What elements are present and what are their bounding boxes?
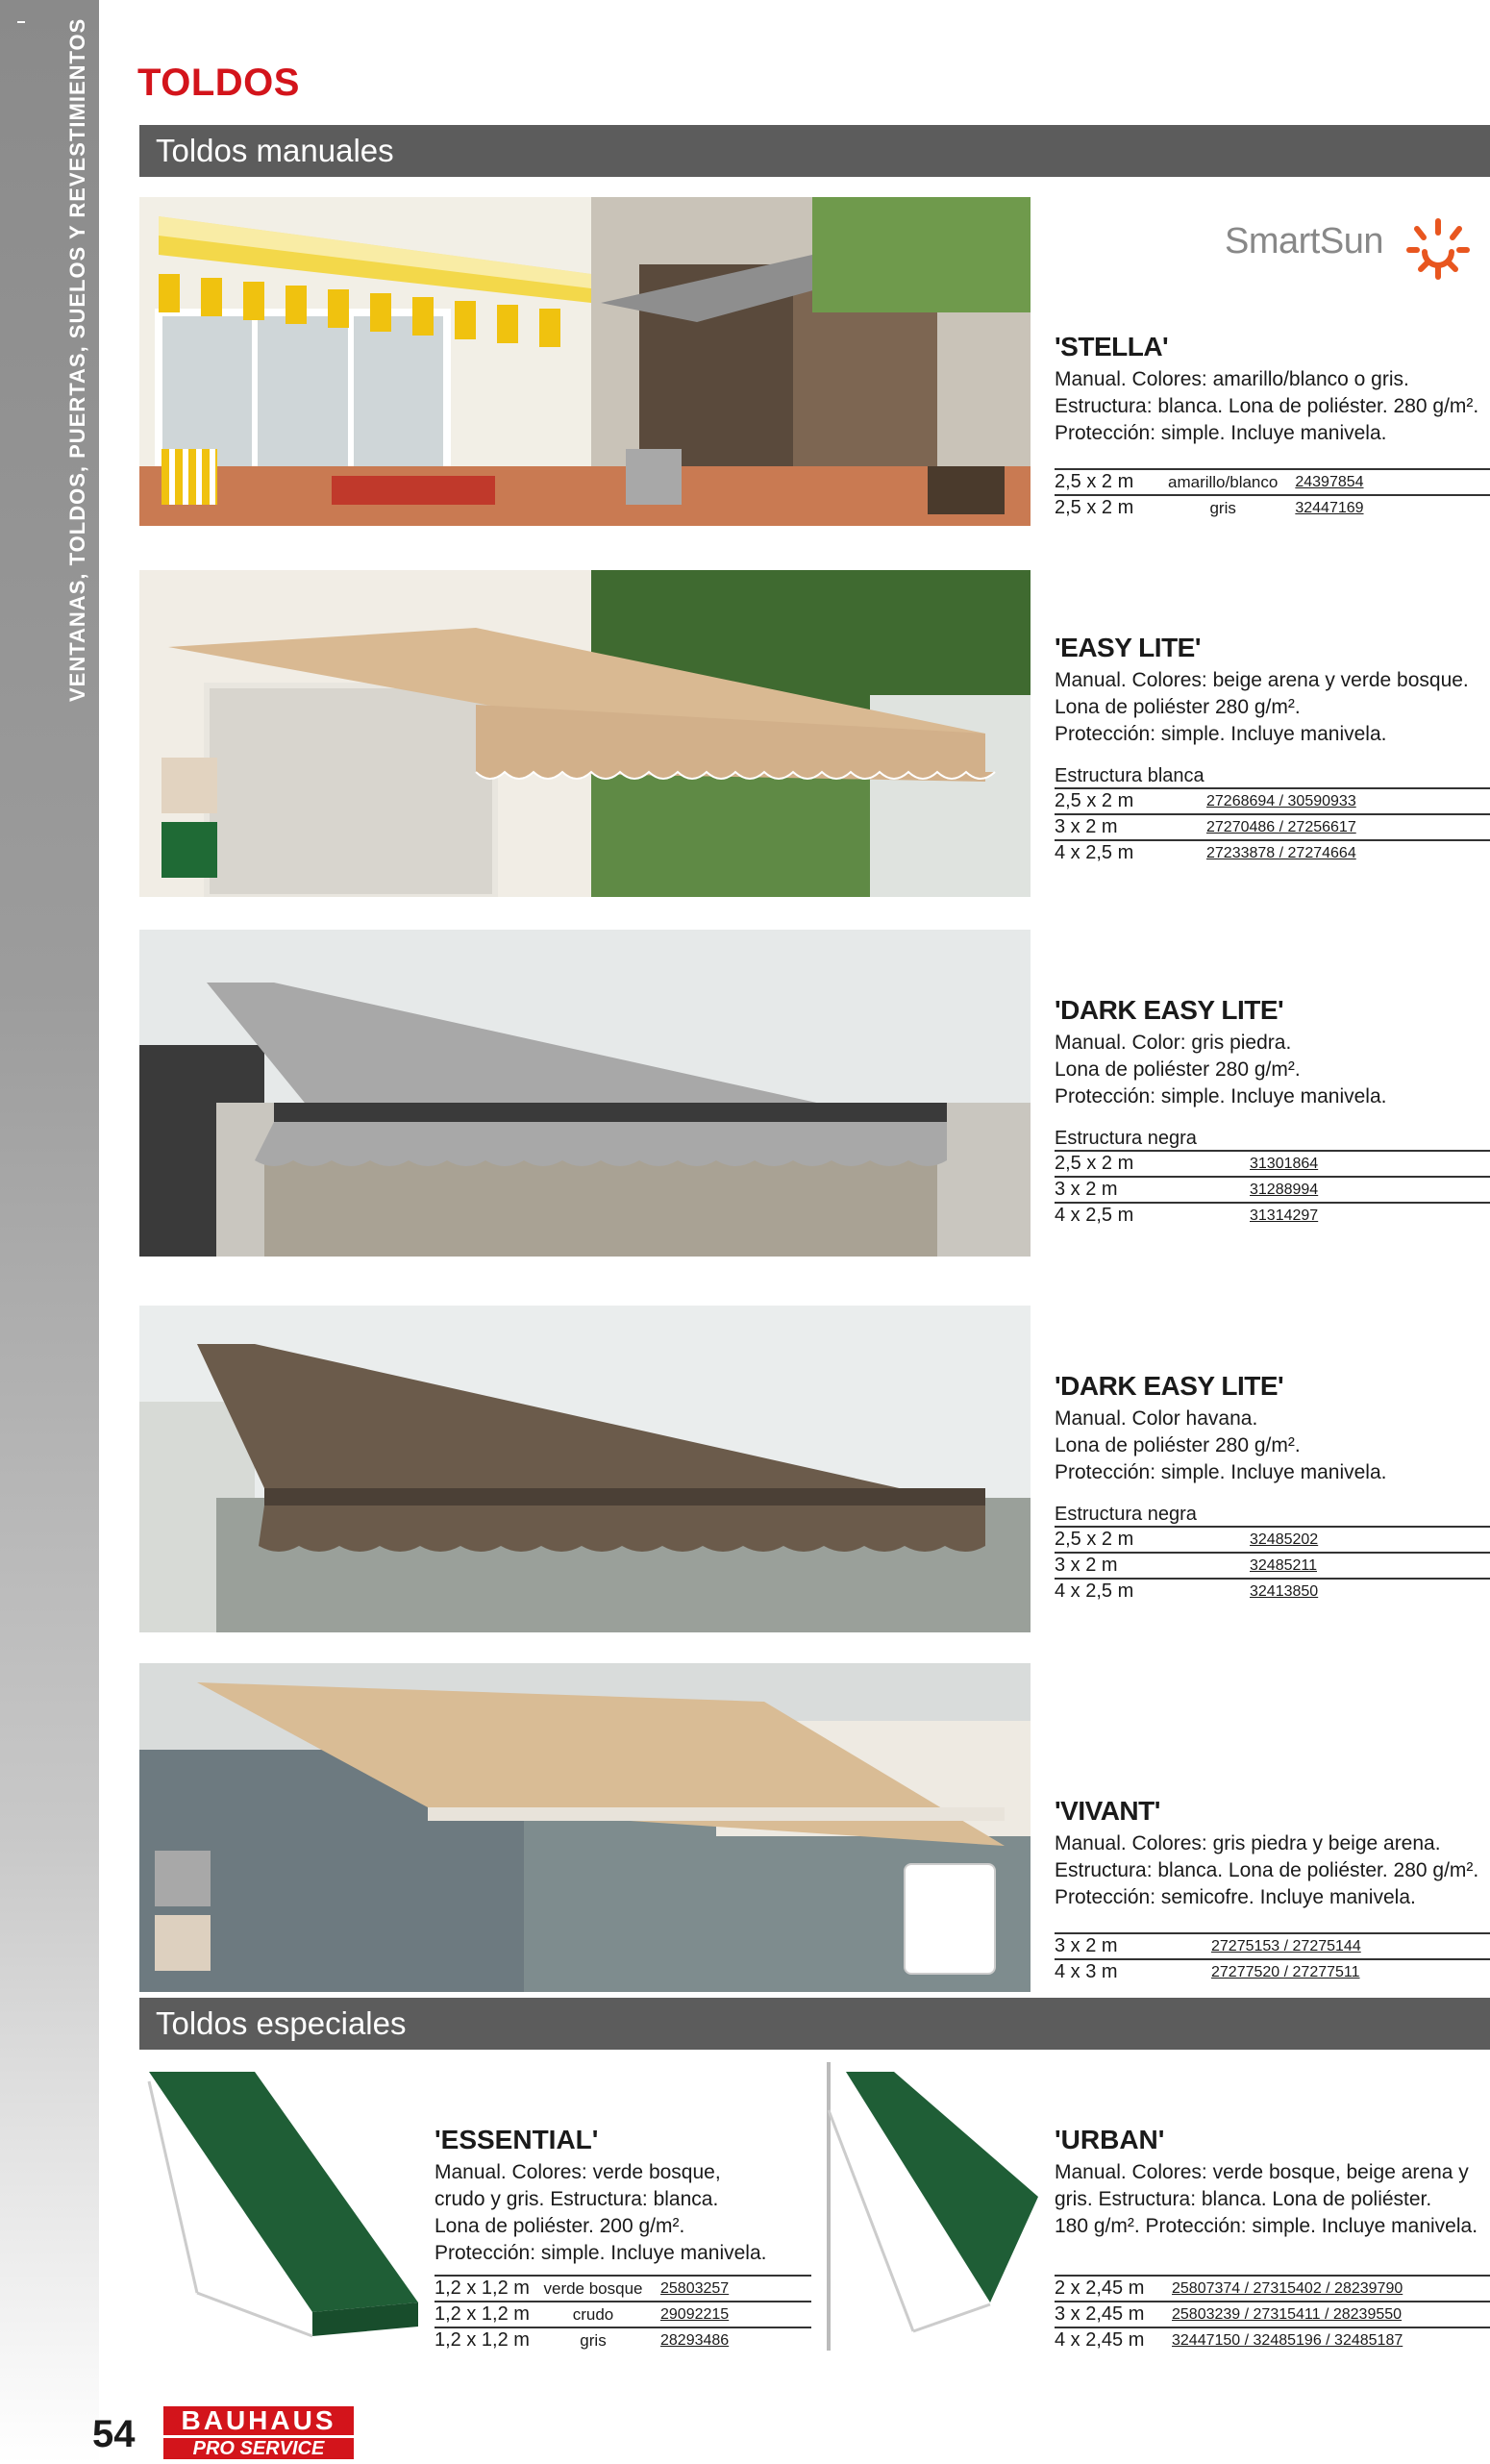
- size-cell: 4 x 2,5 m: [1055, 1579, 1168, 1604]
- article-code: 27277520 / 27277511: [1168, 1959, 1490, 1984]
- spec-row: [435, 2327, 811, 2352]
- logo-bottom-text: PRO SERVICE: [163, 2438, 354, 2459]
- product-dark-easy-lite-havana: [1055, 1371, 1490, 1604]
- size-cell: 3 x 2,45 m: [1055, 2302, 1168, 2327]
- spec-table: [1055, 1526, 1490, 1604]
- size-cell: 2,5 x 2 m: [1055, 1151, 1168, 1177]
- product-desc-line: Lona de poliéster 280 g/m².: [1055, 1058, 1301, 1081]
- product-desc-line: Estructura: blanca. Lona de poliéster. 280 g/m².: [1055, 1859, 1479, 1881]
- swatch-beige: [161, 758, 217, 813]
- product-stella: [1055, 332, 1490, 520]
- easy-lite-photo: [139, 570, 1031, 897]
- color-cell: gris: [535, 2327, 651, 2352]
- size-cell: 3 x 2 m: [1055, 814, 1168, 840]
- swatch-stone-grey: [155, 1851, 211, 1906]
- article-code: 25803257: [651, 2276, 811, 2302]
- structure-label: Estructura blanca: [1055, 765, 1204, 786]
- product-desc-line: Protección: simple. Incluye manivela.: [1055, 723, 1387, 745]
- essential-photo: [139, 2062, 428, 2370]
- spec-table: [1055, 468, 1490, 520]
- product-desc-line: Manual. Colores: verde bosque, beige arena y: [1055, 2161, 1469, 2183]
- product-name: 'EASY LITE': [1055, 633, 1201, 662]
- product-desc-line: Manual. Colores: gris piedra y beige arena.: [1055, 1832, 1441, 1854]
- product-desc-line: Protección: simple. Incluye manivela.: [1055, 1085, 1387, 1108]
- article-code: 29092215: [651, 2302, 811, 2327]
- product-name: 'DARK EASY LITE': [1055, 995, 1284, 1025]
- product-desc-line: Lona de poliéster. 200 g/m².: [435, 2215, 685, 2237]
- size-cell: 1,2 x 1,2 m: [435, 2302, 535, 2327]
- color-cell: verde bosque: [535, 2276, 651, 2302]
- page-title: TOLDOS: [137, 62, 300, 104]
- spec-table: [435, 2275, 811, 2352]
- color-cell: gris: [1168, 495, 1278, 520]
- spec-row: [1055, 1933, 1490, 1959]
- article-code: 27268694 / 30590933: [1168, 788, 1490, 814]
- product-desc-line: Manual. Color: gris piedra.: [1055, 1032, 1292, 1054]
- product-desc-line: Manual. Colores: amarillo/blanco o gris.: [1055, 368, 1409, 390]
- swatch-yellow-white: [161, 449, 217, 505]
- smartsun-logo-text: SmartSun: [1225, 221, 1383, 261]
- product-desc-line: Protección: semicofre. Incluye manivela.: [1055, 1886, 1416, 1908]
- article-code: 27270486 / 27256617: [1168, 814, 1490, 840]
- product-desc-line: Lona de poliéster 280 g/m².: [1055, 1434, 1301, 1456]
- product-desc-line: Protección: simple. Incluye manivela.: [435, 2242, 767, 2264]
- page-number: 54: [92, 2413, 136, 2455]
- semicofre-detail-inset: [904, 1863, 996, 1975]
- spec-row: [1055, 788, 1490, 814]
- product-name: 'VIVANT': [1055, 1796, 1160, 1826]
- sidebar: [0, 0, 99, 2464]
- swatch-grey: [626, 449, 682, 505]
- spec-row: [1055, 1177, 1490, 1203]
- section-header-manual: Toldos manuales: [139, 125, 1490, 177]
- stella-photo: [139, 197, 1031, 526]
- product-essential: [435, 2125, 811, 2352]
- sidebar-category-text: VENTANAS, TOLDOS, PUERTAS, SUELOS Y REVESTIMIENTOS: [65, 17, 89, 702]
- spec-row: [1055, 1203, 1490, 1228]
- dark-easy-lite-havana-photo: [139, 1306, 1031, 1632]
- article-code: 32447150 / 32485196 / 32485187: [1168, 2327, 1490, 2352]
- section-header-special: Toldos especiales: [139, 1998, 1490, 2050]
- spec-row: [1055, 2302, 1490, 2327]
- spec-row: [1055, 814, 1490, 840]
- size-cell: 4 x 2,5 m: [1055, 1203, 1168, 1228]
- bauhaus-logo: [163, 2406, 354, 2460]
- swatch-sand-beige: [155, 1915, 211, 1971]
- size-cell: 4 x 3 m: [1055, 1959, 1168, 1984]
- article-code: 32485202: [1168, 1527, 1490, 1553]
- spec-row: [1055, 1527, 1490, 1553]
- spec-row: [435, 2302, 811, 2327]
- spec-row: [1055, 495, 1490, 520]
- product-name: 'ESSENTIAL': [435, 2125, 599, 2154]
- size-cell: 1,2 x 1,2 m: [435, 2276, 535, 2302]
- product-name: 'URBAN': [1055, 2125, 1165, 2154]
- article-code: 25803239 / 27315411 / 28239550: [1168, 2302, 1490, 2327]
- product-desc-line: gris. Estructura: blanca. Lona de poliéster.: [1055, 2188, 1432, 2210]
- article-code: 31288994: [1168, 1177, 1490, 1203]
- size-cell: 4 x 2,45 m: [1055, 2327, 1168, 2352]
- size-cell: 1,2 x 1,2 m: [435, 2327, 535, 2352]
- article-code: 31314297: [1168, 1203, 1490, 1228]
- size-cell: 2,5 x 2 m: [1055, 495, 1168, 520]
- spec-row: [435, 2276, 811, 2302]
- spec-row: [1055, 1959, 1490, 1984]
- spec-row: [1055, 1151, 1490, 1177]
- product-desc-line: Estructura: blanca. Lona de poliéster. 280 g/m².: [1055, 395, 1479, 417]
- color-cell: amarillo/blanco: [1168, 469, 1278, 495]
- product-easy-lite: [1055, 633, 1490, 865]
- spec-table: [1055, 787, 1490, 865]
- spec-row: [1055, 2276, 1490, 2302]
- spec-table: [1055, 2275, 1490, 2352]
- spec-row: [1055, 469, 1490, 495]
- structure-label: Estructura negra: [1055, 1504, 1197, 1525]
- product-vivant: [1055, 1796, 1490, 1984]
- article-code: 27275153 / 27275144: [1168, 1933, 1490, 1959]
- color-cell: crudo: [535, 2302, 651, 2327]
- article-code: 32413850: [1168, 1579, 1490, 1604]
- product-desc-line: 180 g/m². Protección: simple. Incluye manivela.: [1055, 2215, 1478, 2237]
- size-cell: 2,5 x 2 m: [1055, 469, 1168, 495]
- article-code: 31301864: [1168, 1151, 1490, 1177]
- product-desc-line: Protección: simple. Incluye manivela.: [1055, 422, 1387, 444]
- dark-easy-lite-grey-photo: [139, 930, 1031, 1257]
- structure-label: Estructura negra: [1055, 1128, 1197, 1149]
- spec-row: [1055, 1553, 1490, 1579]
- product-desc-line: crudo y gris. Estructura: blanca.: [435, 2188, 719, 2210]
- product-desc-line: Manual. Colores: beige arena y verde bosque.: [1055, 669, 1469, 691]
- article-code: 28293486: [651, 2327, 811, 2352]
- product-desc-line: Manual. Color havana.: [1055, 1407, 1258, 1430]
- product-dark-easy-lite-grey: [1055, 995, 1490, 1228]
- product-desc-line: Protección: simple. Incluye manivela.: [1055, 1461, 1387, 1483]
- spec-table: [1055, 1150, 1490, 1228]
- size-cell: 3 x 2 m: [1055, 1177, 1168, 1203]
- corner-mark: [17, 21, 25, 23]
- size-cell: 2,5 x 2 m: [1055, 1527, 1168, 1553]
- product-name: 'DARK EASY LITE': [1055, 1371, 1284, 1401]
- product-desc-line: Manual. Colores: verde bosque,: [435, 2161, 721, 2183]
- article-code: 25807374 / 27315402 / 28239790: [1168, 2276, 1490, 2302]
- vivant-photo: [139, 1663, 1031, 1992]
- size-cell: 2,5 x 2 m: [1055, 788, 1168, 814]
- size-cell: 4 x 2,5 m: [1055, 840, 1168, 865]
- article-code: 32485211: [1168, 1553, 1490, 1579]
- size-cell: 3 x 2 m: [1055, 1553, 1168, 1579]
- size-cell: 2 x 2,45 m: [1055, 2276, 1168, 2302]
- spec-row: [1055, 840, 1490, 865]
- product-urban: [1055, 2125, 1490, 2352]
- spec-table: [1055, 1932, 1490, 1984]
- article-code: 27233878 / 27274664: [1168, 840, 1490, 865]
- spec-row: [1055, 1579, 1490, 1604]
- article-code: 32447169: [1278, 495, 1490, 520]
- product-desc-line: Lona de poliéster 280 g/m².: [1055, 696, 1301, 718]
- swatch-green: [161, 822, 217, 878]
- article-code: 24397854: [1278, 469, 1490, 495]
- logo-top-text: BAUHAUS: [163, 2406, 354, 2435]
- spec-row: [1055, 2327, 1490, 2352]
- size-cell: 3 x 2 m: [1055, 1933, 1168, 1959]
- sun-icon: [1403, 213, 1473, 283]
- product-name: 'STELLA': [1055, 332, 1169, 361]
- urban-photo: [817, 2053, 1048, 2360]
